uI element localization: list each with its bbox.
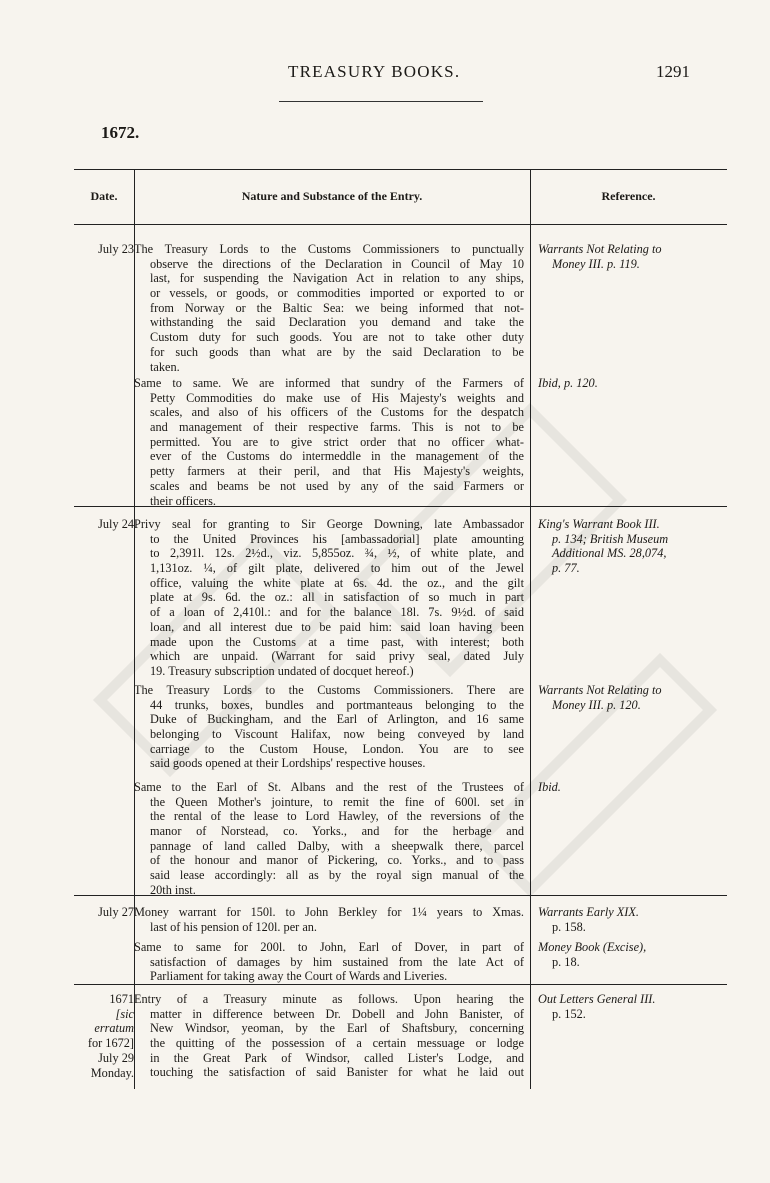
entry-reference: Out Letters General III. p. 152.: [538, 992, 656, 1021]
date-group-rule: [74, 506, 727, 507]
entry-reference: Warrants Not Relating to Money III. p. 119.: [538, 242, 662, 271]
entry-text: Same to same for 200l. to John, Earl of Dover, in part of satisfaction of damages by him sustained from the late Act of Parliament for taking away the Court of Wards and Liveries.: [134, 940, 524, 984]
table-header-rule: [74, 224, 727, 225]
entry-text: The Treasury Lords to the Customs Commissioners. There are 44 trunks, boxes, bundles and portmanteaus belonging to the Duke of Buckingham, and the Earl of Arlington, and 16 same belonging to Viscount Halifax, now being conveyed by land carriage to the Custom House, London. You are to see said goods opened at their Lordships' respective houses.: [134, 683, 524, 771]
entry-reference: Warrants Not Relating to Money III. p. 120.: [538, 683, 662, 712]
entries-table: [74, 169, 727, 1089]
entry-text: Same to same. We are informed that sundry of the Farmers of Petty Commodities do make use of His Majesty's weights and scales, and also of his officers of the Customs for the despatch and management of their respective farms. This is not to be permitted. You are to give strict order that no officer what- ever of the Customs do intermeddle in the management of the petty farmers at their peril, and that His Majesty's weights, scales and beams be not used by any of the said Farmers or their officers.: [134, 376, 524, 508]
date-group-rule: [74, 895, 727, 896]
entry-date: 1671 [sic erratum for 1672] July 29 Monday.: [87, 992, 134, 1080]
entry-reference: Money Book (Excise), p. 18.: [538, 940, 647, 969]
entry-text: The Treasury Lords to the Customs Commissioners to punctually observe the directions of the Declaration in Council of May 10 last, for suspending the Navigation Act in relation to any ships, or vessels, or goods, or commodities imported or exported to or from Norway or the Baltic Sea: we being informed that not- withstanding the said Declaration you demand and take the Custom duty for such goods. You are not to take other duty for such goods than what are by the said Declaration to be taken.: [134, 242, 524, 374]
entry-text: Entry of a Treasury minute as follows. Upon hearing the matter in difference between Dr. Dobell and John Banister, of New Windsor, yeoman, by the Earl of Shaftsbury, concerning the quitting of the possession of a certain messuage or lodge in the Great Park of Windsor, called Lister's Lodge, and touching the satisfaction of said Banister for what he laid out: [134, 992, 524, 1080]
entry-reference: Ibid.: [538, 780, 561, 794]
entry-date: July 23: [98, 242, 134, 256]
entry-reference: Ibid, p. 120.: [538, 376, 598, 390]
date-group-rule: [74, 984, 727, 985]
column-rule: [530, 169, 531, 1089]
column-header-entry: Nature and Substance of the Entry.: [241, 189, 423, 203]
running-head: TREASURY BOOKS.: [288, 62, 461, 81]
column-header-reference: Reference.: [601, 189, 656, 203]
entry-date: July 24: [98, 517, 134, 531]
year-heading: 1672.: [101, 123, 140, 142]
entry-text: Same to the Earl of St. Albans and the rest of the Trustees of the Queen Mother's jointure, to remit the fine of 600l. set in the rental of the lease to Lord Hawley, of the reversions of the manor of Norstead, co. Yorks., and for the herbage and pannage of land called Dalby, with a sheepwalk there, parcel of the honour and manor of Pickering, co. Yorks., and to pass said lease accordingly: all as by the royal sign manual of the 20th inst.: [134, 780, 524, 897]
table-top-rule: [74, 169, 727, 170]
entry-reference: Warrants Early XIX. p. 158.: [538, 905, 639, 934]
entry-date: July 27: [98, 905, 134, 919]
column-header-date: Date.: [90, 189, 118, 203]
entry-text: Money warrant for 150l. to John Berkley for 1¼ years to Xmas. last of his pension of 120l. per an.: [134, 905, 524, 934]
entry-reference: King's Warrant Book III. p. 134; British Museum Additional MS. 28,074, p. 77.: [538, 517, 669, 576]
entry-text: Privy seal for granting to Sir George Downing, late Ambassador to the United Provinces his [ambassadorial] plate amounting to 2,391l. 12s. 2½d., viz. 5,855oz. ¾, ½, of white plate, and 1,131oz. ¼, of gilt plate, delivered to him out of the Jewel office, valuing the white plate at 6s. 4d. the oz., and the gilt plate at 9s. 6d. the oz.: all in satisfaction of so much in part of a loan of 2,410l.: and for the balance 18l. 7s. 9½d. of said loan, and all interest due to be paid him: said loan having been made upon the Customs at a time past, with interest; both which are unpaid. (Warrant for said privy seal, dated July 19. Treasury subscription undated of docquet hereof.): [134, 517, 524, 678]
page-number: 1291: [656, 62, 690, 81]
header-rule: [279, 101, 483, 102]
